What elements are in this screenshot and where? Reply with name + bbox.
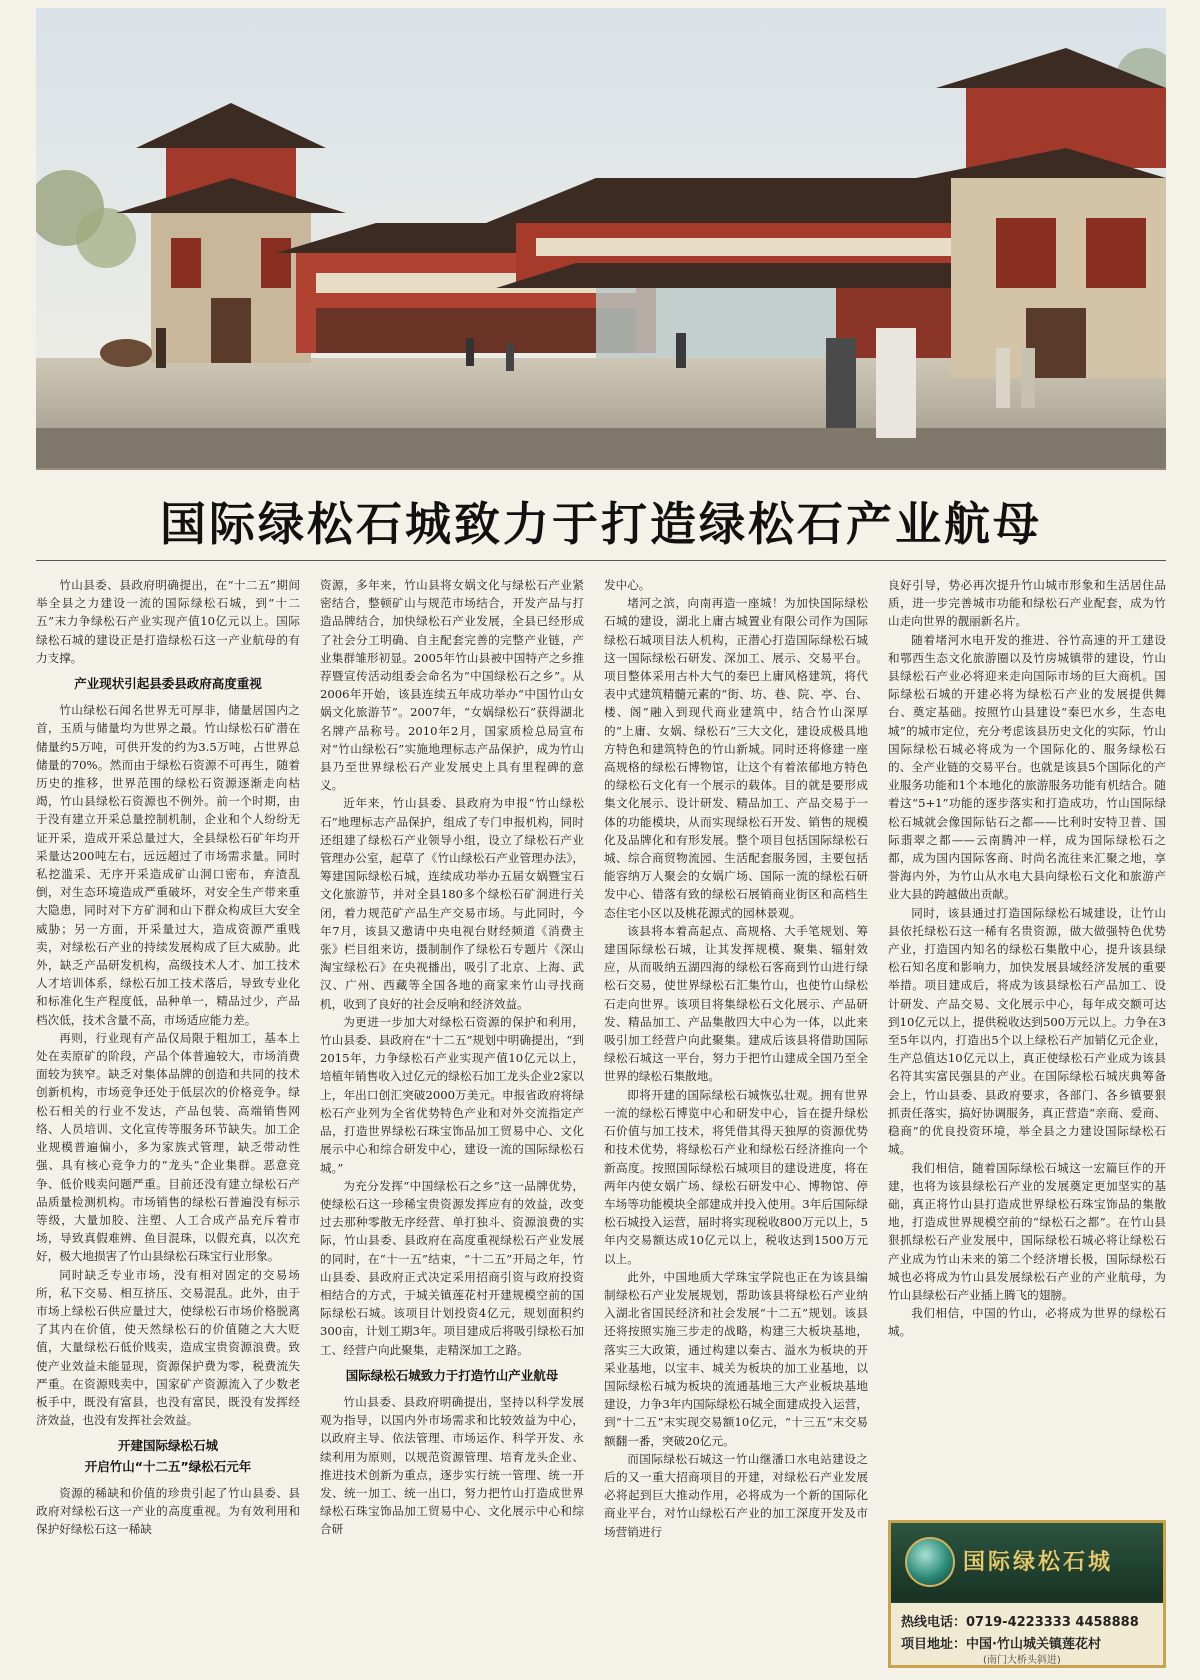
paragraph: 同时，该县通过打造国际绿松石城建设，让竹山县依托绿松石这一稀有名贵资源，做大做强特色优势产业，打造国内知名的绿松石集散中心，提升该县绿松石知名度和影响力，加快发展县域经济发展的重要举措。项目建成后，将成为该县绿松石产品加工、设计研发、产品交易、文化展示中心，每年成交额可达到10亿元以上，提供税收达到500万元以上。力争在3至5年以内，打造出5个以上绿松石产加销亿元企业，生产总值达10亿元以上，真正使绿松石产业成为该县名符其实富民强县的产业。在国际绿松石城庆典筹备会上，竹山县委、县政府要求，各部门、各乡镇要狠抓责任落实，搞好协调服务，真正营造“亲商、爱商、稳商”的优良投资环境，举全县之力建设国际绿松石城。	[888, 905, 1166, 1157]
paragraph: 竹山绿松石闻名世界无可厚非，储量居国内之首，玉质与储量均为世界之最。竹山绿松石矿潜在储量约5万吨，可供开发的约为3.5万吨，占世界总储量的70%。然而由于绿松石资源不可再生，随着历史的推移，世界范围的绿松石资源逐渐走向枯竭，竹山县绿松石资源也不例外。前一个时期，由于没有建立开采总量控制机制，企业和个人纷纷无证开采，造成开采总量过大，全县绿松石矿年均开采量达200吨左右，远远超过了市场需求量。同时私挖滥采、无序开采造成矿山洞口密布，弃渣乱倒，对生态环境造成严重破坏，对安全生产带来重大隐患，同时对下方矿洞和山下群众构成巨大安全威胁；另一方面，开采量过大，造成资源严重贱卖，对绿松石产业的持续发展构成了巨大威胁。此外，缺乏产品研发机构，高级技术人才、加工技术人才培训体系，绿松石加工技术落后，导致专业化和标准化生产程度低，品种单一，精品过少，产品档次低，技术含量不高，市场适应能力差。	[36, 703, 300, 1027]
article-column-4	[888, 576, 1166, 1506]
paragraph: 竹山县委、县政府明确提出，坚持以科学发展观为指导，以国内外市场需求和比较效益为中心，以政府主导、依法管理、市场运作、科学开发、永续利用为原则，以规范资源管理、培育龙头企业、推进技术创新为重点，逐步实行统一管理、统一开发、统一加工、统一出口，努力把竹山打造成世界绿松石珠宝饰品加工贸易中心、文化展示中心和综合研	[320, 1394, 584, 1537]
ad-brand-name: 国际绿松石城	[963, 1550, 1114, 1575]
section-heading: 国际绿松石城致力于打造竹山产业航母	[345, 1367, 559, 1383]
ad-contact-panel	[891, 1603, 1163, 1665]
section-heading-line-1: 开建国际绿松石城	[117, 1438, 218, 1454]
architectural-rendering-image	[36, 8, 1166, 470]
paragraph: 我们相信，中国的竹山，必将成为世界的绿松石城。	[888, 1306, 1166, 1339]
paragraph: 堵河之滨，向南再造一座城！为加快国际绿松石城的建设，湖北上庸古城置业有限公司作为国际绿松石城项目法人机构，正潜心打造国际绿松石城这一国际绿松石研发、深加工、展示、交易平台。项目整体采用古朴大气的秦巴上庸风格建筑，将代表中式建筑精髓元素的“街、坊、巷、院、亭、台、楼、阁”融入到现代商业建筑中，结合竹山深厚的“上庸、女娲、绿松石”三大文化，建设成极具地方特色和建筑特色的竹山新城。同时还将修建一座高规格的绿松石博物馆，让这个有着浓郁地方特色的绿松石文化有一个展示的载体。目的就是要形成集文化展示、设计研发、精品加工、产品交易于一体的功能模块，从而实现绿松石开发、销售的规模化及品牌化和有形发展。整个项目包括国际绿松石城、综合商贸物流园、生活配套服务园，主要包括能容纳万人聚会的女娲广场、国际一流的绿松石研发中心、错落有致的绿松石展销商业街区和高档生态住宅小区以及桃花源式的园林景观。	[604, 596, 868, 920]
paragraph: 近年来，竹山县委、县政府为申报“竹山绿松石”地理标志产品保护，组成了专门申报机构，同时还组建了绿松石产业领导小组，设立了绿松石产业管理办公室，起草了《竹山绿松石产业管理办法》，筹建国际绿松石城，连续成功举办五届女娲暨宝石文化旅游节，并对全县180多个绿松石矿洞进行关闭，着力规范矿产品生产交易市场。与此同时，今年7月，该县又邀请中央电视台财经频道《消费主张》栏目组来访，摄制制作了绿松石专题片《深山淘宝绿松石》在央视播出，吸引了北京、上海、武汉、广州、西藏等全国各地的商家来竹山寻找商机，收到了良好的社会反响和经济效益。	[320, 796, 584, 1011]
section-heading	[36, 1458, 300, 1476]
section-heading	[36, 1437, 300, 1455]
section-heading: 产业现状引起县委县政府高度重视	[74, 676, 262, 692]
paragraph: 资源的稀缺和价值的珍贵引起了竹山县委、县政府对绿松石这一产业的高度重视。为有效利用和保护好绿松石这一稀缺	[36, 1485, 300, 1537]
article-column-3	[604, 576, 868, 1668]
paragraph: 资源，多年来，竹山县将女娲文化与绿松石产业紧密结合，整顿矿山与规范市场结合，开发产品与打造品牌结合，加快绿松石产业发展，全县已经形成了社会分工明确、自主配套完善的完整产业链，产业集群雏形初显。2005年竹山县被中国特产之乡推荐暨宣传活动组委会命名为“中国绿松石之乡”。从2006年开始，该县连续五年成功举办“中国竹山女娲文化旅游节”。2007年，“女娲绿松石”获得湖北名牌产品称号。2010年2月，国家质检总局宣布对“竹山绿松石”实施地理标志产品保护，成为竹山县乃至世界绿松石产业发展史上具有里程碑的意义。	[320, 578, 584, 793]
paragraph: 同时缺乏专业市场，没有相对固定的交易场所，私下交易、相互挤压、交易混乱。此外，由于市场上绿松石供应量过大，使绿松石市场价格脱离了其内在价值，使天然绿松石的价值随之大大贬值，大量绿松石低价贱卖，造成宝贵资源浪费。致使产业效益未能显现，资源保护费为零，税费流失严重。在资源贱卖中，国家矿产资源流入了少数老板手中，既没有富县，也没有富民，既没有发挥经济效益，也没有发挥社会效益。	[36, 1267, 300, 1428]
paragraph: 竹山县委、县政府明确提出，在“十二五”期间举全县之力建设一流的国际绿松石城，到“十二五”末力争绿松石产业实现产值10亿元以上。国际绿松石城的建设正是打造绿松石这一产业航母的有力支撑。	[36, 578, 300, 665]
section-heading-line-2: 开启竹山“十二五”绿松石元年	[84, 1458, 252, 1474]
ad-hotline: 热线电话：0719-4223333 4458888	[901, 1615, 1139, 1630]
paragraph: 发中心。	[604, 578, 651, 592]
ad-address: 项目地址：中国·竹山城关镇莲花村	[901, 1637, 1101, 1652]
paragraph: 而国际绿松石城这一竹山继潘口水电站建设之后的又一重大招商项目的开建，对绿松石产业发展必将起到巨大推动作用，必将成为一个新的国际化商业平台，对竹山绿松石产业的加工深度开发及市场营销进行	[604, 1451, 868, 1539]
paragraph: 我们相信，随着国际绿松石城这一宏篇巨作的开建，也将为该县绿松石产业的发展奠定更加坚实的基础，真正将竹山县打造成世界绿松石珠宝饰品的集散地，打造成世界规模空前的“绿松石之都”。在竹山县狠抓绿松石产业发展中，国际绿松石城必将让绿松石产业成为竹山未来的第二个经济增长极，国际绿松石城也必将成为竹山县发展绿松石产业的产业航母，为竹山县绿松石产业插上腾飞的翅膀。	[888, 1160, 1166, 1302]
turquoise-gem-logo-icon	[905, 1537, 955, 1587]
paragraph: 为充分发挥“中国绿松石之乡”这一品牌优势，使绿松石这一珍稀宝贵资源发挥应有的效益，改变过去那种零散无序经营、单打独斗、资源浪费的实际，竹山县委、县政府在高度重视绿松石产业发展的同时，在“十一五”结束，“十二五”开局之年，竹山县委、县政府正式决定采用招商引资与政府投资相结合的方式，于城关镇莲花村开建规模空前的国际绿松石城。该项目计划投资4亿元，规划面积约300亩，计划工期3年。项目建成后将吸引绿松石加工、经营户向此聚集，走精深加工之路。	[320, 1178, 584, 1357]
ad-logo-band	[891, 1523, 1163, 1601]
paragraph: 为更进一步加大对绿松石资源的保护和利用，竹山县委、县政府在“十二五”规划中明确提出，“到2015年，力争绿松石产业实现产值10亿元以上，培植年销售收入过亿元的绿松石加工龙头企业2家以上，年出口创汇突破2000万美元。申报省政府将绿松石产业列为全省优势特色产业和对外交流指定产品，打造世界绿松石珠宝饰品加工贸易中心、文化展示中心和综合研发中心，建设一流的国际绿松石城。”	[320, 1014, 584, 1175]
headline-rule	[36, 560, 1166, 561]
paragraph: 该县将本着高起点、高规格、大手笔规划、筹建国际绿松石城，让其发挥规模、聚集、辐射效应，从而吸纳五湖四海的绿松石客商到竹山进行绿松石交易，使世界绿松石汇集竹山，也使竹山绿松石走向世界。该项目将集绿松石文化展示、产品研发、精品加工、产品集散四大中心为一体，以此来吸引加工经营户向此聚集。建成后该县将借助国际绿松石城这一平台，努力于把竹山建成全国乃至全世界的绿松石集散地。	[604, 923, 868, 1084]
paragraph: 即将开建的国际绿松石城恢弘壮观。拥有世界一流的绿松石博览中心和研发中心，旨在提升绿松石价值与加工技术，将凭借其得天独厚的资源优势和技术优势，将绿松石产业和绿松石经济推向一个新高度。按照国际绿松石城项目的建设进度，将在两年内使女娲广场、绿松石研发中心、博物馆、停车场等功能模块全部建成并投入使用。3年后国际绿松石城投入运营，届时将实现税收800万元以上，5年内交易额达成10亿元以上，税收达到1500万元以上。	[604, 1087, 868, 1266]
headline: 国际绿松石城致力于打造绿松石产业航母	[160, 497, 1042, 551]
article-column-2	[320, 576, 584, 1668]
paragraph: 随着堵河水电开发的推进、谷竹高速的开工建设和鄂西生态文化旅游圈以及竹房城镇带的建设，竹山县绿松石产业必将迎来走向国际市场的巨大商机。国际绿松石城的开建必将为绿松石产业的发展提供舞台、奠定基础。按照竹山县建设“秦巴水乡，生态电城”的城市定位，充分考虑该县历史文化的实际，竹山国际绿松石城必将成为一个国际化的、服务绿松石的、全产业链的交易平台。也就是该县5个国际化的产业服务功能和1个本地化的旅游服务功能有机结合。随着这“5+1”功能的逐步落实和打造成功，竹山国际绿松石城就会像国际钻石之都——比利时安特卫普、国际翡翠之都——云南腾冲一样，成为国际绿松石之都，成为国内国际客商、时尚名流往来汇聚之地，享誉海内外，为竹山从水电大县向绿松石文化和旅游产业大县的跨越做出贡献。	[888, 632, 1166, 902]
advertisement-box	[888, 1520, 1166, 1668]
paragraph: 良好引导，势必再次提升竹山城市形象和生活居住品质，进一步完善城市功能和绿松石产业配套，成为竹山走向世界的靓丽新名片。	[888, 578, 1166, 629]
rendering-illustration	[36, 8, 1166, 468]
paragraph: 再则，行业现有产品仅局限于粗加工，基本上处在卖原矿的阶段，产品个体普遍较大，市场消费面较为狭窄。缺乏对集体品牌的创造和共同的技术创新机构，市场竞争还处于低层次的价格竞争。绿松石相关的行业不发达，产品包装、高端销售网络、人员培训、文化宣传等服务环节缺失。加工企业规模普遍偏小，多为家族式管理，缺乏带动性强、具有核心竞争力的“龙头”企业集群。恶意竞争、低价贱卖问题严重。目前还没有建立绿松石产品质量检测机构。市场销售的绿松石普遍没有标示等级，大量加胶、注塑、人工合成产品充斥着市场，导致真假难辨、鱼目混珠，以假充真，以次充好，极大地损害了竹山县绿松石珠宝行业形象。	[36, 1030, 300, 1264]
ad-address-note: (南门大桥头斜进)	[983, 1655, 1061, 1666]
paragraph: 此外，中国地质大学珠宝学院也正在为该县编制绿松石产业发展规划，帮助该县将绿松石产业纳入湖北省国民经济和社会发展“十二五”规划。该县还将按照实施三步走的战略，构建三大板块基地，落实三大政策，通过构建以秦古、溢水为板块的开采业基地，以宝丰、城关为板块的加工业基地，以国际绿松石城为板块的流通基地三大产业板块基地建设，力争3年内国际绿松石城全面建成投入运营，到“十二五”末实现交易额10亿元，“十三五”末交易额翻一番，突破20亿元。	[604, 1269, 868, 1448]
article-column-1	[36, 576, 300, 1668]
